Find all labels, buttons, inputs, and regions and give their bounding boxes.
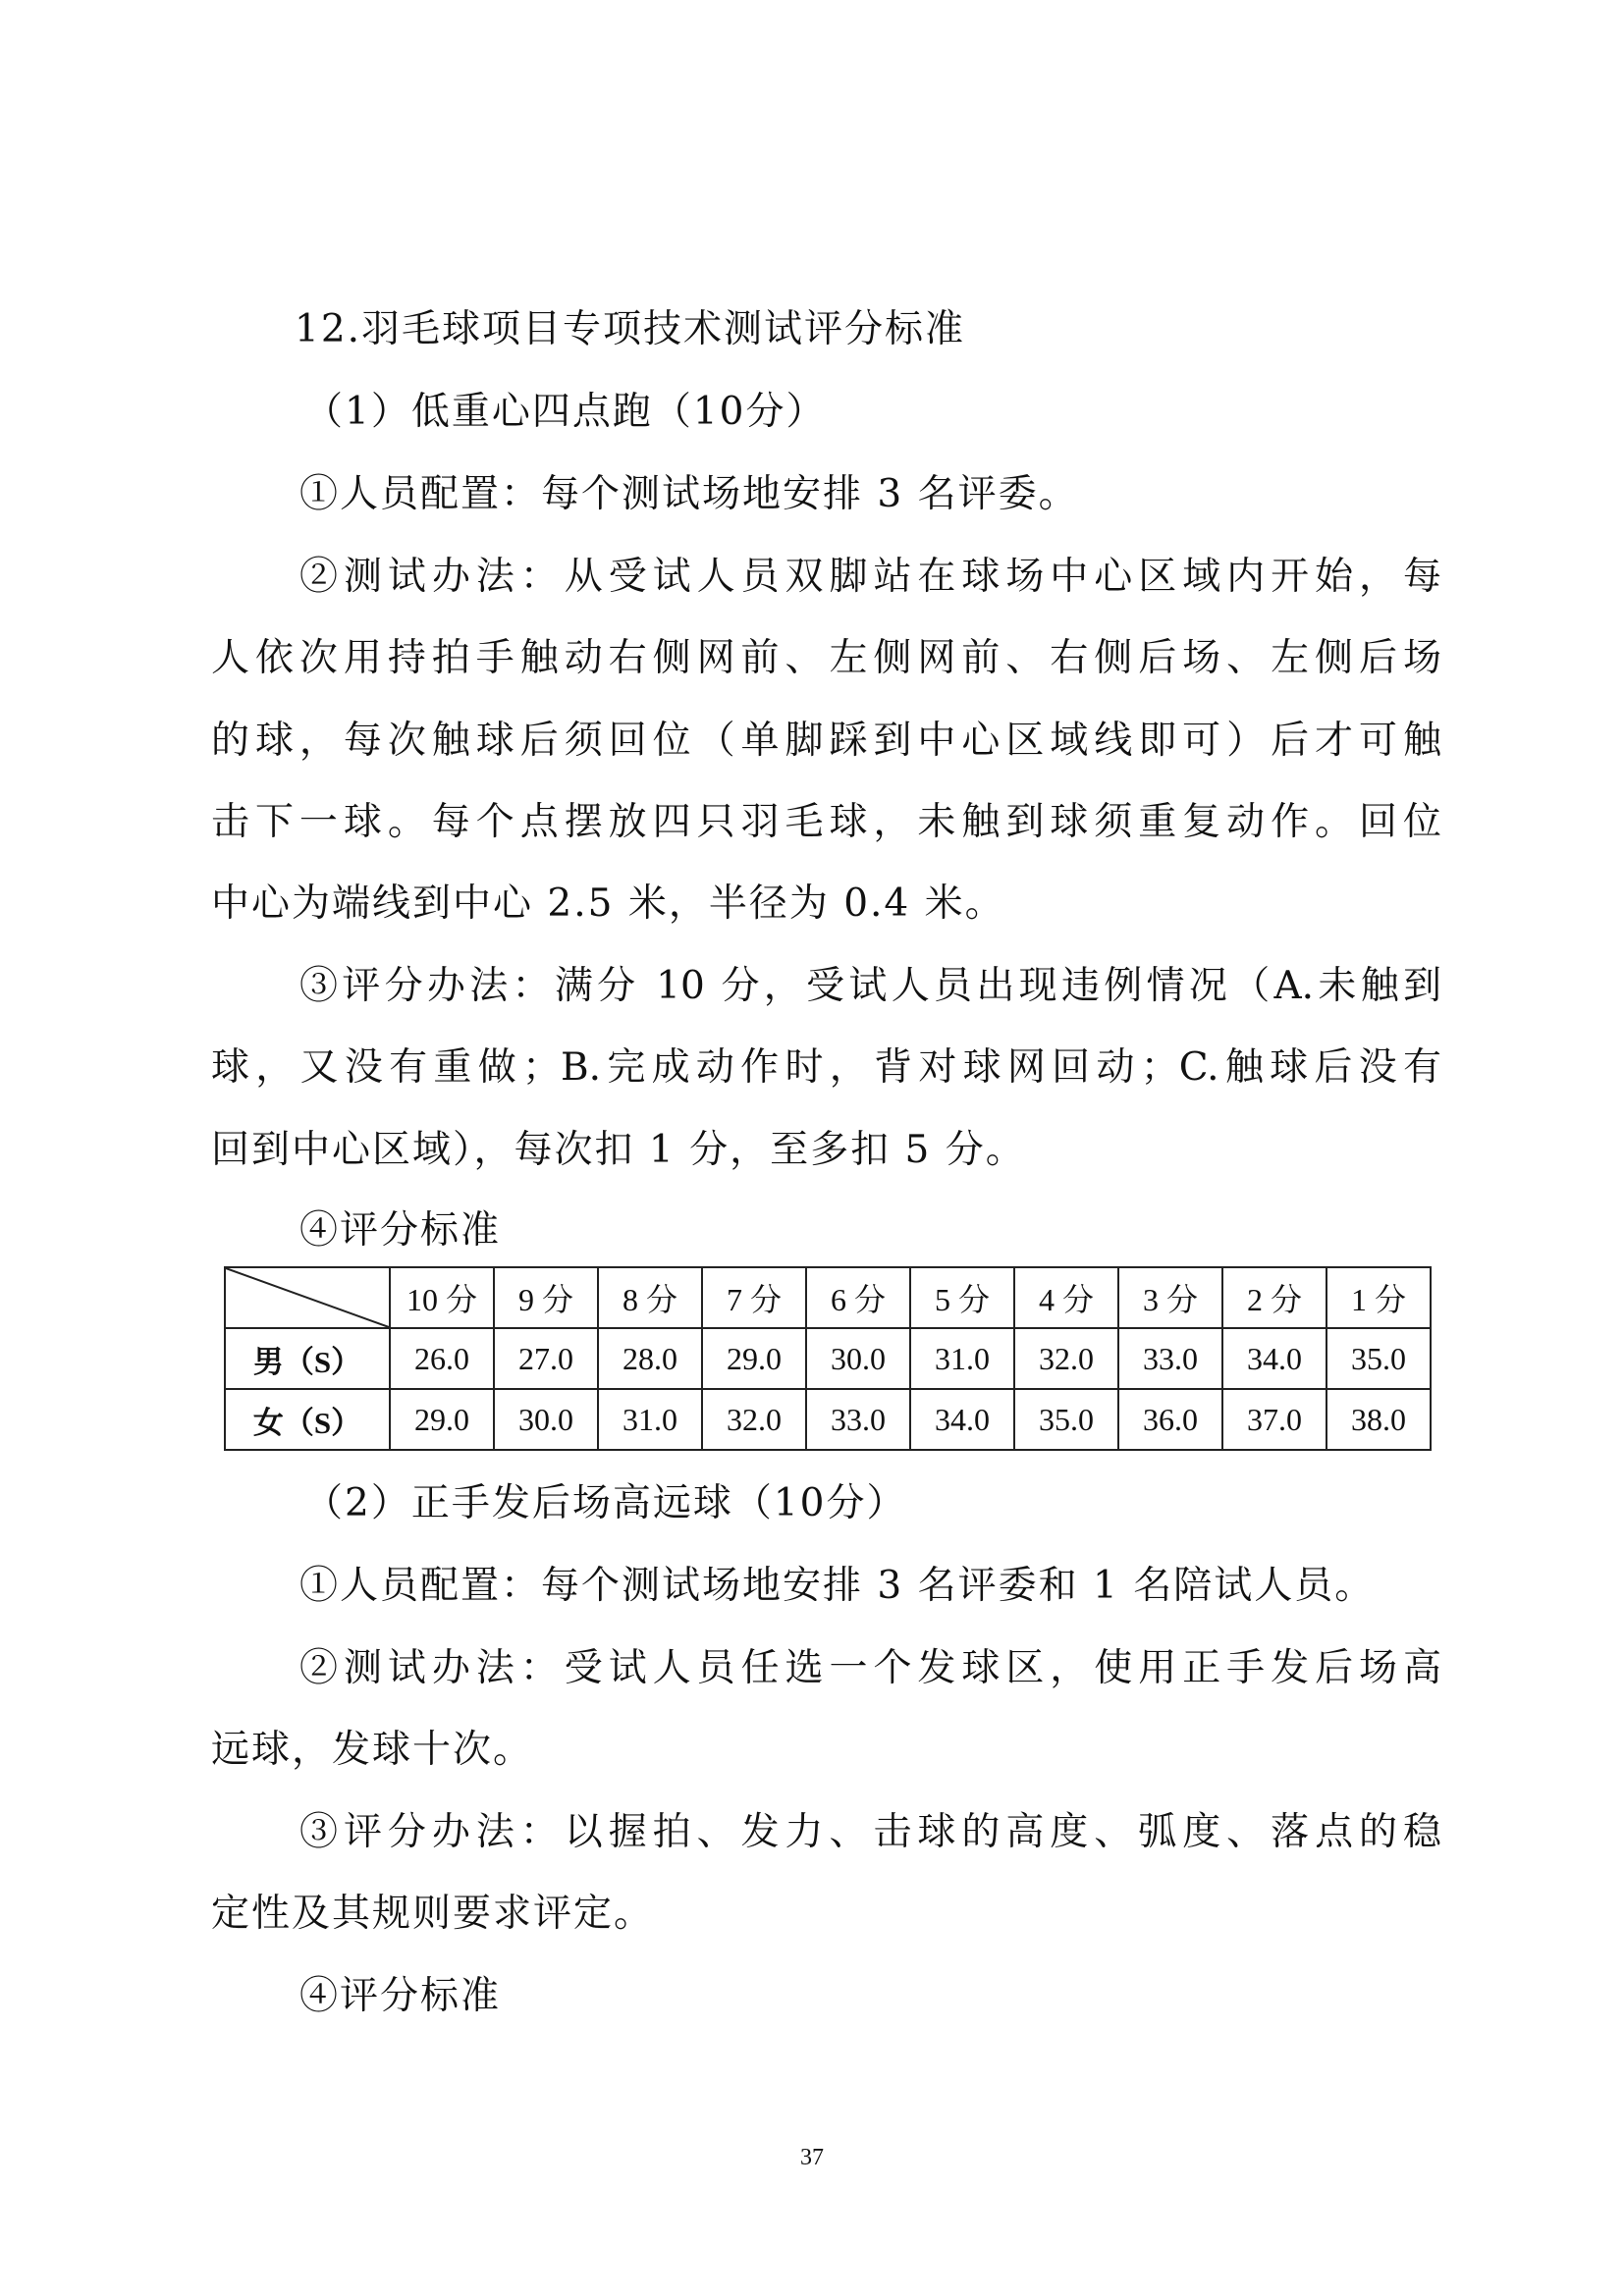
scoring-table — [224, 1266, 1432, 1451]
part1-method-line: ②测试办法：从受试人员双脚站在球场中心区域内开始，每 — [299, 555, 1441, 599]
part1-scoring-line: ③评分办法：满分 10 分，受试人员出现违例情况（A.未触到 — [299, 964, 1441, 1008]
table-cell: 27.0 — [494, 1328, 598, 1389]
table-cell: 26.0 — [390, 1328, 494, 1389]
part1-heading: （1）低重心四点跑（10分） — [304, 390, 827, 434]
part2-staffing: ①人员配置：每个测试场地安排 3 名评委和 1 名陪试人员。 — [299, 1564, 1376, 1608]
table-cell: 31.0 — [598, 1389, 702, 1450]
part2-method-line: 远球，发球十次。 — [211, 1728, 534, 1772]
table-header-cell: 4 分 — [1014, 1267, 1118, 1328]
table-cell: 34.0 — [1222, 1328, 1326, 1389]
table-row-female — [225, 1389, 1431, 1450]
part1-scoring-line: 球，又没有重做；B.完成动作时，背对球网回动；C.触球后没有 — [211, 1045, 1441, 1090]
table-header-cell: 5 分 — [910, 1267, 1014, 1328]
table-cell: 34.0 — [910, 1389, 1014, 1450]
table-cell: 29.0 — [390, 1389, 494, 1450]
table-cell: 36.0 — [1118, 1389, 1222, 1450]
part1-standard-label: ④评分标准 — [299, 1208, 502, 1253]
table-cell: 30.0 — [494, 1389, 598, 1450]
table-header-row — [225, 1267, 1431, 1328]
table-header-cell: 10 分 — [390, 1267, 494, 1328]
part2-standard-label: ④评分标准 — [299, 1974, 502, 2018]
table-cell: 32.0 — [702, 1389, 806, 1450]
part1-scoring-line: 回到中心区域），每次扣 1 分，至多扣 5 分。 — [211, 1128, 1026, 1172]
table-header-cell: 6 分 — [806, 1267, 910, 1328]
part2-method-line: ②测试办法：受试人员任选一个发球区，使用正手发后场高 — [299, 1646, 1441, 1690]
table-cell: 32.0 — [1014, 1328, 1118, 1389]
page-number: 37 — [800, 2145, 824, 2170]
part1-staffing: ①人员配置：每个测试场地安排 3 名评委。 — [299, 472, 1079, 516]
row-label-female: 女（S） — [225, 1389, 390, 1450]
table-cell: 37.0 — [1222, 1389, 1326, 1450]
section-title: 12.羽毛球项目专项技术测试评分标准 — [295, 307, 966, 351]
table-cell: 38.0 — [1326, 1389, 1431, 1450]
table-header-cell: 3 分 — [1118, 1267, 1222, 1328]
table-header-cell: 1 分 — [1326, 1267, 1431, 1328]
part1-method-line: 的球，每次触球后须回位（单脚踩到中心区域线即可）后才可触 — [211, 719, 1441, 763]
table-cell: 30.0 — [806, 1328, 910, 1389]
row-label-male: 男（S） — [225, 1328, 390, 1389]
table-cell: 33.0 — [1118, 1328, 1222, 1389]
diagonal-header-cell — [225, 1267, 390, 1328]
table-cell: 35.0 — [1014, 1389, 1118, 1450]
table-cell: 33.0 — [806, 1389, 910, 1450]
diagonal-line — [226, 1268, 389, 1327]
table-header-cell: 7 分 — [702, 1267, 806, 1328]
part2-scoring-line: ③评分办法：以握拍、发力、击球的高度、弧度、落点的稳 — [299, 1810, 1441, 1854]
part1-method-line: 中心为端线到中心 2.5 米，半径为 0.4 米。 — [211, 881, 1005, 926]
part1-method-line: 击下一球。每个点摆放四只羽毛球，未触到球须重复动作。回位 — [211, 800, 1441, 844]
table-cell: 35.0 — [1326, 1328, 1431, 1389]
table-cell: 31.0 — [910, 1328, 1014, 1389]
table-header-cell: 2 分 — [1222, 1267, 1326, 1328]
table-cell: 29.0 — [702, 1328, 806, 1389]
table-cell: 28.0 — [598, 1328, 702, 1389]
part2-scoring-line: 定性及其规则要求评定。 — [211, 1892, 655, 1936]
table-row-male — [225, 1328, 1431, 1389]
table-header-cell: 9 分 — [494, 1267, 598, 1328]
part1-method-line: 人依次用持拍手触动右侧网前、左侧网前、右侧后场、左侧后场 — [211, 636, 1441, 680]
table-header-cell: 8 分 — [598, 1267, 702, 1328]
part2-heading: （2）正手发后场高远球（10分） — [304, 1481, 907, 1525]
